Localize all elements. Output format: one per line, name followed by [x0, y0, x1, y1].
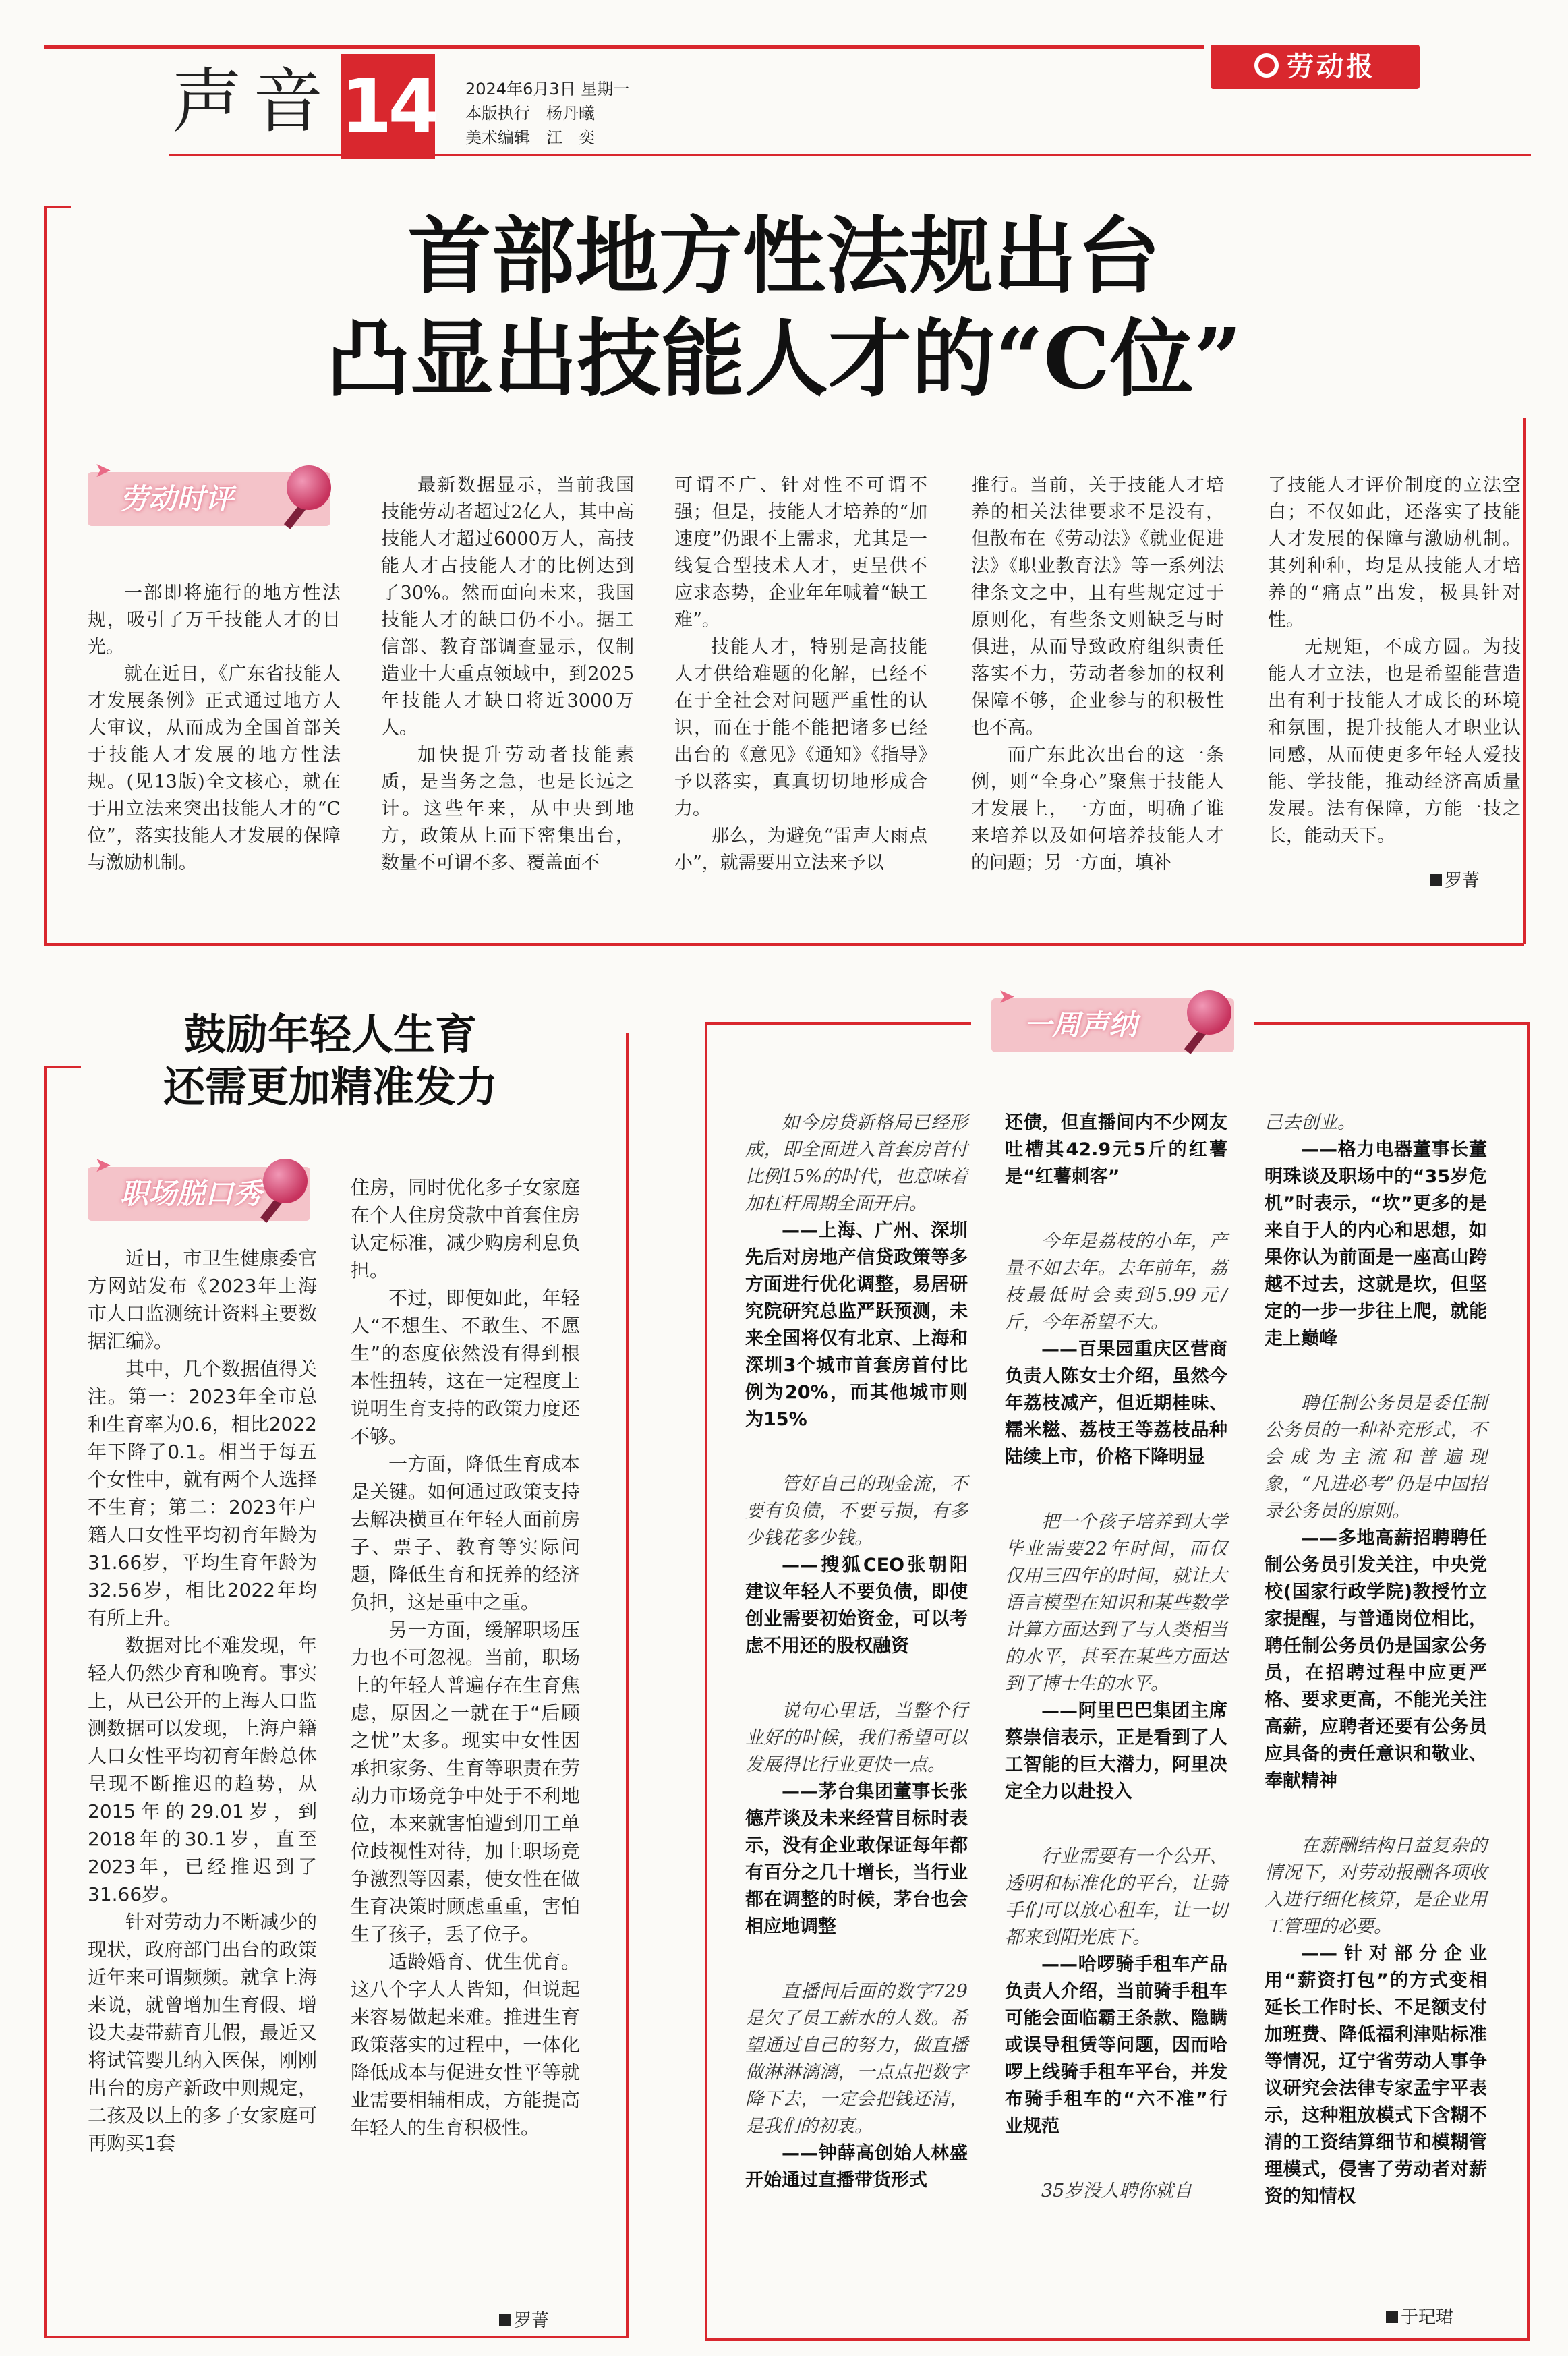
main-headline-line1: 首部地方性法规出台 — [407, 208, 1161, 306]
paragraph: 加快提升劳动者技能素质，是当务之急，也是长远之计。这些年来，从中央到地方，政策从上而下密集出台，数量不可谓不多、覆盖面不 — [381, 745, 634, 873]
weekly-column-2 — [1005, 1110, 1227, 2205]
main-column-4 — [971, 472, 1224, 877]
paragraph: 一部即将施行的地方性法规，吸引了万千技能人才的目光。 — [88, 583, 341, 658]
quote-source: ——搜狐CEO张朝阳建议年轻人不要负债，即使创业需要初始资金，可以考虑不用还的股权融资 — [745, 1555, 968, 1657]
microphone-icon — [263, 1159, 308, 1203]
quote: 聘任制公务员是委任制公务员的一种补充形式，不会成为主流和普遍现象，“凡进必考”仍是中国招录公务员的原则。 — [1265, 1393, 1487, 1522]
left-column-2 — [351, 1174, 580, 2142]
quote-source: ——钟薛高创始人林盛开始通过直播带货形式 — [745, 2143, 968, 2191]
main-frame-bottom — [44, 943, 1524, 946]
paragraph: 可谓不广、针对性不可谓不强；但是，技能人才培养的“加速度”仍跟不上需求，尤其是一线复合型技术人才，更呈供不应求态势，企业年年喊着“缺工难”。 — [674, 475, 927, 631]
main-column-3 — [674, 472, 927, 877]
paragraph: 最新数据显示，当前我国技能劳动者超过2亿人，其中高技能人才超过6000万人，高技能人才占技能人才的比例达到了30%。然而面向未来，我国技能人才的缺口仍不小。据工信部、教育部调查显示，仅制造业十大重点领域中，到2025年技能人才缺口将近3000万人。 — [381, 475, 634, 739]
header-rule — [169, 154, 1531, 156]
main-column-2 — [381, 472, 634, 877]
quote-source: ——针对部分企业用“薪资打包”的方式变相延长工作时长、不足额支付加班费、降低福利津贴标准等情况，辽宁省劳动人事争议研究会法律专家孟宇平表示，这种粗放模式下含糊不清的工资结算细节和模糊管理模式，侵害了劳动者对薪资的知情权 — [1265, 1943, 1487, 2207]
byline-square-icon — [1386, 2311, 1398, 2323]
left-byline — [499, 2307, 549, 2332]
quote: 直播间后面的数字729是欠了员工薪水的人数。希望通过自己的努力，做直播做淋淋漓漓，一点点把数字降下去，一定会把钱还清，是我们的初衷。 — [745, 1981, 968, 2137]
byline-name: 罗菁 — [1445, 871, 1480, 891]
paragraph: 数据对比不难发现，年轻人仍然少育和晚育。事实上，从已公开的上海人口监测数据可以发现，上海户籍人口女性平均初育年龄总体呈现不断推迟的趋势，从2015年的29.01岁，到2018年的30.1岁，直至2023年，已经推迟到了31.66岁。 — [88, 1634, 317, 1905]
byline-name: 罗菁 — [514, 2311, 550, 2331]
weekly-column-1 — [745, 1110, 968, 2194]
quote: 己去创业。 — [1265, 1112, 1356, 1133]
paper-plane-icon: ➤ — [94, 1153, 112, 1177]
main-frame-top-tick — [44, 206, 71, 208]
main-headline-line2: 凸显出技能人才的“C位” — [326, 310, 1242, 408]
quote: 把一个孩子培养到大学毕业需要22年时间，而仅仅用三四年的时间，就让大语言模型在知识和某些数学计算方面达到了与人类相当的水平，甚至在某些方面达到了博士生的水平。 — [1005, 1512, 1227, 1694]
left-frame-bottom — [44, 2336, 627, 2338]
quote: 行业需要有一个公开、透明和标准化的平台，让骑手们可以放心租车，让一切都来到阳光底下。 — [1005, 1846, 1227, 1948]
main-frame-left — [44, 206, 47, 944]
quote: 35岁没人聘你就自 — [1041, 2181, 1192, 2202]
logo-mark-icon — [1254, 53, 1279, 78]
paragraph: 近日，市卫生健康委官方网站发布《2023年上海市人口监测统计资料主要数据汇编》。 — [88, 1247, 317, 1352]
paragraph: 不过，即便如此，年轻人“不想生、不敢生、不愿生”的态度依然没有得到根本性扭转，这在一定程度上说明生育支持的政策力度还不够。 — [351, 1287, 580, 1447]
paragraph: 另一方面，缓解职场压力也不可忽视。当前，职场上的年轻人普遍存在生育焦虑，原因之一就在于“后顾之忧”太多。现实中女性因承担家务、生育等职责在劳动力市场竞争中处于不利地位，本来就害怕遭到用工单位歧视性对待，加上职场竞争激烈等因素，使女性在做生育决策时顾虑重重，害怕生了孩子，丢了位子。 — [351, 1619, 580, 1945]
newspaper-name: 劳动报 — [1287, 51, 1376, 82]
editor-line: 本版执行 杨丹曦 — [465, 104, 595, 123]
column-badge-label: 劳动时评 — [120, 482, 234, 515]
paragraph: 无规矩，不成方圆。为技能人才立法，也是希望能营造出有利于技能人才成长的环境和氛围，提升技能人才职业认同感，从而使更多年轻人爱技能、学技能，推动经济高质量发展。法有保障，方能一技之长，能动天下。 — [1268, 637, 1521, 846]
newspaper-logo — [1211, 45, 1420, 89]
quote: 说句心里话，当整个行业好的时候，我们希望可以发展得比行业更快一点。 — [745, 1700, 968, 1775]
quote: 如今房贷新格局已经形成，即全面进入首套房首付比例15%的时代，也意味着加杠杆周期全面开启。 — [745, 1112, 968, 1214]
date-line: 2024年6月3日 星期一 — [465, 80, 630, 98]
left-headline-line2: 还需更加精准发力 — [163, 1062, 498, 1112]
left-headline — [81, 1008, 580, 1114]
quote-source: ——阿里巴巴集团主席蔡崇信表示，正是看到了人工智能的巨大潜力，阿里决定全力以赴投入 — [1005, 1700, 1227, 1802]
main-column-5 — [1268, 472, 1521, 850]
weekly-byline — [1386, 2303, 1453, 2328]
main-headline — [67, 206, 1501, 411]
byline-square-icon — [499, 2314, 511, 2326]
paragraph: 针对劳动力不断减少的现状，政府部门出台的政策近年来可谓频频。就拿上海来说，就曾增加生育假、增设夫妻带薪育儿假，最近又将试管婴儿纳入医保，刚刚出台的房产新政中则规定，二孩及以上的多子女家庭可再购买1套 — [88, 1911, 317, 2154]
paragraph: 而广东此次出台的这一条例，则“全身心”聚焦于技能人才发展上，一方面，明确了谁来培养以及如何培养技能人才的问题；另一方面，填补 — [971, 745, 1224, 873]
main-frame-right — [1523, 418, 1526, 944]
quote-source: ——多地高薪招聘聘任制公务员引发关注，中央党校(国家行政学院)教授竹立家提醒，与普通岗位相比，聘任制公务员仍是国家公务员，在招聘过程中应更严格、要求更高，不能光关注高薪，应聘者还要有公务员应具备的责任意识和敬业、奉献精神 — [1265, 1528, 1487, 1791]
quote-source: ——哈啰骑手租车产品负责人介绍，当前骑手租车可能会面临霸王条款、隐瞒或误导租赁等问题，因而哈啰上线骑手租车平台，并发布骑手租车的“六不准”行业规范 — [1005, 1954, 1227, 2137]
byline-name: 于玘珺 — [1401, 2307, 1454, 2328]
section-name: 声音 — [172, 60, 335, 142]
byline-square-icon — [1430, 874, 1442, 886]
paper-plane-icon: ➤ — [998, 985, 1016, 1008]
quote-source: 还债，但直播间内不少网友吐槽其42.9元5斤的红薯是“红薯刺客” — [1005, 1112, 1227, 1187]
left-frame-top-tick — [44, 1066, 81, 1068]
main-byline — [1430, 867, 1480, 892]
weekly-column-3 — [1265, 1110, 1487, 2210]
paragraph: 推行。当前，关于技能人才培养的相关法律要求不是没有，但散布在《劳动法》《就业促进法》《职业教育法》等一系列法律条文之中，且有些规定过于原则化，有些条文则缺乏与时俱进，从而导致政府组织责任落实不力，劳动者参加的权利保障不够，企业参与的积极性也不高。 — [971, 475, 1224, 739]
left-frame-left — [44, 1066, 47, 2337]
left-headline-line1: 鼓励年轻人生育 — [183, 1010, 477, 1059]
quote: 管好自己的现金流，不要有负债，不要亏损，有多少钱花多少钱。 — [745, 1474, 968, 1549]
column-badge-label: 一周声纳 — [1024, 1008, 1138, 1041]
top-rule — [44, 45, 1204, 49]
quote: 在薪酬结构日益复杂的情况下，对劳动报酬各项收入进行细化核算，是企业用工管理的必要。 — [1265, 1835, 1487, 1937]
microphone-icon — [287, 465, 331, 510]
left-column-1 — [88, 1244, 317, 2157]
quote-source: ——格力电器董事长董明珠谈及职场中的“35岁危机”时表示，“坎”更多的是来自于人的内心和思想，如果你认为前面是一座高山跨越不过去，这就是坎，但坚定的一步一步往上爬，就能走上巅峰 — [1265, 1139, 1487, 1349]
paragraph: 一方面，降低生育成本是关键。如何通过政策支持去解决横亘在年轻人面前房子、票子、教育等实际问题，降低生育和抚养的经济负担，这是重中之重。 — [351, 1453, 580, 1613]
column-badge-label: 职场脱口秀 — [120, 1177, 262, 1210]
quote: 今年是荔枝的小年，产量不如去年。去年前年，荔枝最低时会卖到5.99元/斤，今年希望不大。 — [1005, 1231, 1227, 1333]
paragraph: 住房，同时优化多子女家庭在个人住房贷款中首套住房认定标准，减少购房利息负担。 — [351, 1176, 580, 1282]
art-editor-line: 美术编辑 江 奕 — [465, 128, 595, 147]
quote-source: ——百果园重庆区营商负责人陈女士介绍，虽然今年荔枝减产，但近期桂味、糯米糍、荔枝王等荔枝品种陆续上市，价格下降明显 — [1005, 1339, 1227, 1468]
paragraph: 其中，几个数据值得关注。第一：2023年全市总和生育率为0.6，相比2022年下降了0.1。相当于每五个女性中，就有两个人选择不生育；第二：2023年户籍人口女性平均初育年龄为31.66岁，平均生育年龄为32.56岁，相比2022年均有所上升。 — [88, 1358, 317, 1629]
quote-source: ——上海、广州、深圳先后对房地产信贷政策等多方面进行优化调整，易居研究院研究总监严跃预测，未来全国将仅有北京、上海和深圳3个城市首套房首付比例为20%，而其他城市则为15% — [745, 1220, 968, 1430]
microphone-icon — [1187, 990, 1231, 1035]
main-column-1 — [88, 580, 341, 877]
paragraph: 技能人才，特别是高技能人才供给难题的化解，已经不在于全社会对问题严重性的认识，而在于能不能把诸多已经出台的《意见》《通知》《指导》予以落实，真真切切地形成合力。 — [674, 637, 927, 820]
paragraph: 了技能人才评价制度的立法空白；不仅如此，还落实了技能人才发展的保障与激励机制。其列种种，均是从技能人才培养的“痛点”出发，极具针对性。 — [1268, 475, 1521, 631]
quote-source: ——茅台集团董事长张德芹谈及未来经营目标时表示，没有企业敢保证每年都有百分之几十增长，当行业都在调整的时候，茅台也会相应地调整 — [745, 1781, 968, 1937]
paragraph: 适龄婚育、优生优育。这八个字人人皆知，但说起来容易做起来难。推进生育政策落实的过程中，一体化降低成本与促进女性平等就业需要相辅相成，方能提高年轻人的生育积极性。 — [351, 1951, 580, 2139]
paragraph: 那么，为避免“雷声大雨点小”，就需要用立法来予以 — [674, 826, 927, 873]
paper-plane-icon: ➤ — [94, 459, 112, 482]
paragraph: 就在近日，《广东省技能人才发展条例》正式通过地方人大审议，从而成为全国首部关于技能人才发展的地方性法规。(见13版)全文核心，就在于用立法来突出技能人才的“C位”，落实技能人才发展的保障与激励机制。 — [88, 664, 341, 873]
page-number: 14 — [341, 54, 435, 159]
left-frame-right — [626, 1033, 629, 2338]
